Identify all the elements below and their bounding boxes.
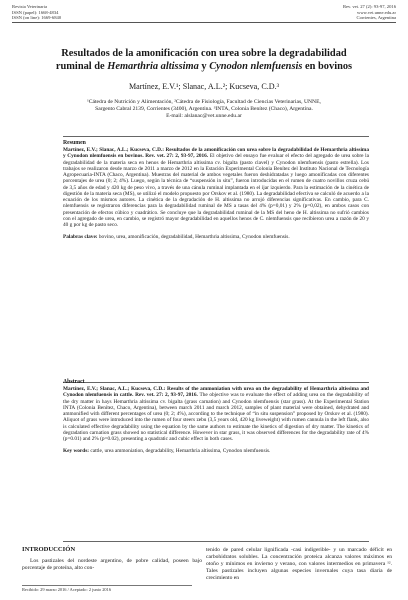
author-list: Martínez, E.V.¹; Slanac, A.L.²; Kucseva, C.D.³ bbox=[128, 82, 280, 91]
resumen-body: El objetivo del ensayo fue evaluar el efecto del agregado de urea sobre la degradabilidad de la materia seca en henos de Hemarthria altissima cv. bigalta (pasto clavel) y Cynodon nlemfuensis (pasto estrella). Los trabajos se realizaron desde marzo de 2011 a marzo de 2012 en la Estación Experimental Colonia Benítez del Instituto Nacional de Tecnología Agropecuaria-INTA (Chaco, Argentina). Muestras del material de ambos vegetales fueron deshidratadas y luego amonificadas con diferentes porcentajes de urea (0; 2; 4%). Luego, según la técnica de “suspensión in situ”, fueron introducidas en el rumen de cuatro novillos cruza cebú de 3,5 años de edad y 420 kg de peso vivo, a través de una cánula ruminal implantada en el ijar izquierdo. Para la estimación de la cinética de digestión de la materia seca (MS), se utilizó el modelo propuesto por Orskov et al. (1980). La degradabilidad efectiva se calculó de acuerdo a la ecuación de los mismos autores. La cinética de la degradación de H. altissima no arrojó diferencias significativas. En cambio, para C. nlemfuensis se registraron diferencias para la degradabilidad ruminal de MS a tasas del 4% (p=0,01) y 2% (p=0,02), en ambos casos con presentación de efectos cúbico y cuadrático. Se concluye que la degradabilidad ruminal de la MS del heno de H. altissima no sufrió cambios con el agregado de urea, en cambio, se registró mayor degradabilidad en aquellos henos de C. nlemfuensis que recibieron urea a razón de 20 y 40 g por kg de pasto seco. bbox=[63, 153, 369, 228]
title-text: en bovinos bbox=[302, 60, 353, 72]
contact-email: E-mail: alslanac@vet.unne.edu.ar bbox=[166, 112, 242, 119]
title-text: y bbox=[198, 60, 210, 72]
title-text: ruminal de bbox=[55, 60, 108, 72]
resumen-section bbox=[63, 136, 369, 383]
keywords-label-es: Palabras clave: bbox=[63, 234, 98, 241]
abstract-body: The objective was to evaluate the effect of adding urea on the degradability of the dry matter in hays Hemarthria altissima cv. bigalta (grass carnation) and Cynodon nlemfuensis (star grass). At the Experimental Station INTA (Colonia Benítez, Chaco, Argentina), between march 2011 and march 2012, samples of plant material were obtained, dehydrated and ammonified with different percentages of urea (0; 2; 4%), according to the technique of “in situ suspension” proposed by Orskov et al. (1980). Aliquot of grass were introduced into the rumen of four steers zebu (3,5 years old, 420 kg liveweight) with rumen cannula in the left flank, also is calculated effective degradability using the equation by the same authors to estimate the kinetics of digestion of dry matter. The kinetics of degradation carnation grass showed no statistical difference. However in star grass, it was observed differences for the degradability rate of 4% (p=0.01) and 2% (p=0.02), presenting a quadratic and cubic effect in both cases. bbox=[63, 392, 370, 442]
issn-print: ISSN (papel): 1668-4834 bbox=[12, 9, 59, 15]
received-accepted-dates: Recibido: 29 marzo 2016 / Aceptado: 2 junio 2016 bbox=[22, 585, 192, 592]
resumen-keywords bbox=[63, 234, 369, 240]
journal-name: Revista Veterinaria bbox=[12, 4, 47, 9]
title-species-2: Cynodon nlemfuensis bbox=[209, 60, 303, 72]
affiliation-line-2: Sargento Cabral 2139, Corrientes (3400), Argentina. ³INTA, Colonia Benítez (Chaco), Argentina. bbox=[95, 105, 313, 112]
title-species-1: Hemarthria altissima bbox=[107, 60, 199, 72]
intro-right-column: tenido de pared celular lignificada -casi indigerible- y un marcado déficit en carbohidratos solubles. La concentración proteica alcanza valores máximos en otoño y mínimos en invierno y verano, con valores intermedios en primavera ¹². Tales pastizales incluyen algunas especies invernales cuya tasa diaria de crecimiento en bbox=[206, 547, 392, 581]
journal-location: Corrientes, Argentina bbox=[356, 15, 396, 21]
resumen-text bbox=[63, 147, 369, 228]
abstract-text bbox=[63, 386, 369, 442]
resumen-heading: Resumen bbox=[63, 140, 86, 146]
journal-header-left bbox=[12, 4, 61, 21]
keywords-es: bovino, urea, amonificación, degradabilidad, Hemarthria altissima, Cynodon nlemfuensis. bbox=[98, 234, 290, 241]
abstract-citation: Martínez, E.V.; Slanac, A.L.; Kucseva, C.D.: Results of the ammoniation with urea on the degradability of Hemarthria altissima and Cynodon nlemfuensis in cattle. Rev. vet. 27: 2, 93-97, 2016. bbox=[63, 386, 369, 399]
title-line-1: Resultados de la amonificación con urea sobre la degradabilidad bbox=[61, 48, 347, 59]
journal-header-right bbox=[343, 4, 396, 21]
abstract-section bbox=[63, 376, 369, 542]
resumen-citation: Martínez, E.V.; Slanac, A.L.; Kucseva, C.D.: Resultados de la amonificación con urea sobre la degradabilidad de Hemarthria altissima y Cynodon nlemfuensis en bovinos. Rev. vet. 27: 2, 93-97, 2016. bbox=[63, 147, 369, 160]
article-title bbox=[18, 48, 390, 73]
title-line-2 bbox=[18, 61, 390, 74]
keywords-en: cattle, urea ammoniation, degradability, Hemarthria altissima, Cynodon nlemfuensis. bbox=[90, 448, 271, 455]
affiliation-line-1: ¹Cátedra de Nutrición y Alimentación, ²Cátedra de Fisiología, Facultad de Ciencias Veterinarias, UNNE, bbox=[87, 99, 321, 105]
introduction-heading: INTRODUCCIÓN bbox=[22, 546, 76, 553]
intro-left-column: Los pastizales del nordeste argentino, de pobre calidad, poseen bajo porcentaje de proteína, alto con- bbox=[22, 558, 202, 571]
journal-url: www.vet.unne.edu.ar bbox=[357, 9, 396, 15]
header-divider bbox=[12, 22, 396, 23]
keywords-label-en: Key words: bbox=[63, 448, 90, 455]
journal-citation: Rev. vet. 27 (2): 93-97, 2016 bbox=[342, 4, 396, 9]
affiliations bbox=[34, 99, 374, 119]
issn-online: ISSN (on line): 1669-6840 bbox=[12, 15, 62, 21]
abstract-heading: Abstract bbox=[63, 379, 85, 385]
abstract-keywords bbox=[63, 448, 369, 454]
